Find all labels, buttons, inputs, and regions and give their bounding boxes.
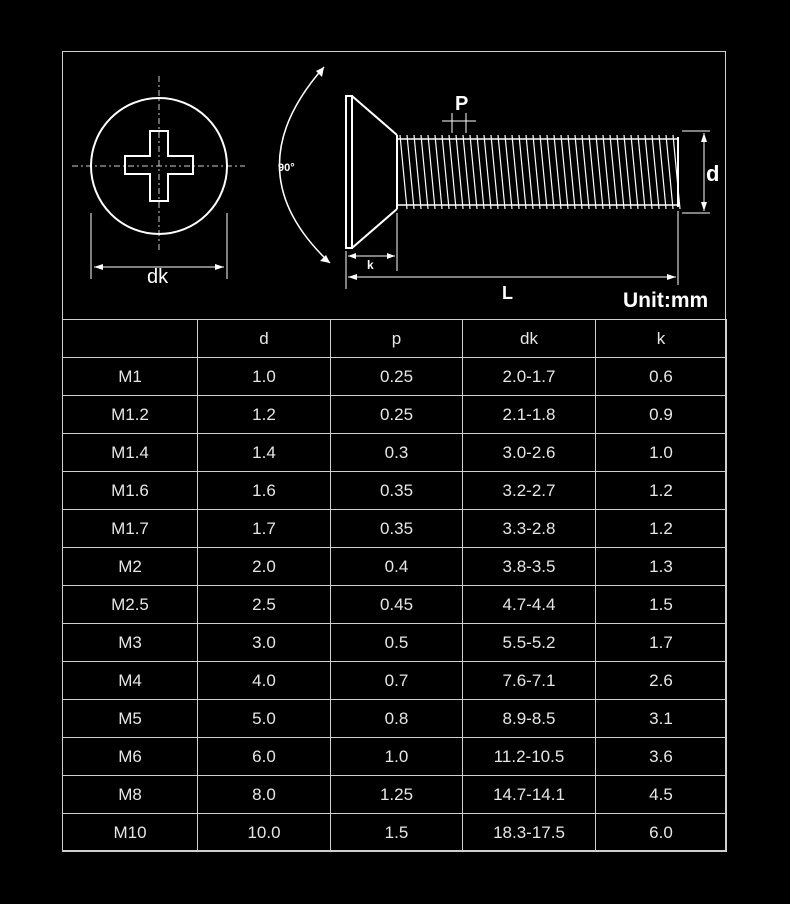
size-cell: M1 bbox=[63, 358, 198, 396]
table-row bbox=[63, 548, 727, 586]
value-cell: 11.2-10.5 bbox=[463, 738, 596, 776]
value-cell: 1.0 bbox=[331, 738, 463, 776]
size-cell: M10 bbox=[63, 814, 198, 852]
value-cell: 3.3-2.8 bbox=[463, 510, 596, 548]
thread-line bbox=[624, 135, 638, 209]
value-cell: 2.6 bbox=[596, 662, 727, 700]
value-cell: 6.0 bbox=[198, 738, 331, 776]
thread-line bbox=[400, 135, 414, 209]
value-cell: 2.1-1.8 bbox=[463, 396, 596, 434]
value-cell: 8.0 bbox=[198, 776, 331, 814]
value-cell: 4.0 bbox=[198, 662, 331, 700]
value-cell: 1.2 bbox=[596, 472, 727, 510]
thread-line bbox=[456, 135, 470, 209]
value-cell: 0.25 bbox=[331, 358, 463, 396]
value-cell: 18.3-17.5 bbox=[463, 814, 596, 852]
value-cell: 0.3 bbox=[331, 434, 463, 472]
value-cell: 4.5 bbox=[596, 776, 727, 814]
value-cell: 0.5 bbox=[331, 624, 463, 662]
size-cell: M1.6 bbox=[63, 472, 198, 510]
table-body bbox=[63, 358, 727, 852]
table-row bbox=[63, 776, 727, 814]
value-cell: 0.35 bbox=[331, 472, 463, 510]
screw-side-view-icon bbox=[279, 67, 710, 289]
pitch-label: P bbox=[455, 93, 469, 115]
column-header: k bbox=[596, 320, 727, 358]
value-cell: 4.7-4.4 bbox=[463, 586, 596, 624]
thread-line bbox=[596, 135, 610, 209]
thread-line bbox=[484, 135, 498, 209]
value-cell: 0.25 bbox=[331, 396, 463, 434]
table-row bbox=[63, 434, 727, 472]
value-cell: 1.2 bbox=[596, 510, 727, 548]
value-cell: 1.7 bbox=[198, 510, 331, 548]
value-cell: 0.6 bbox=[596, 358, 727, 396]
value-cell: 1.3 bbox=[596, 548, 727, 586]
table-row bbox=[63, 358, 727, 396]
thread-line bbox=[554, 135, 568, 209]
screw-diagram bbox=[62, 51, 726, 319]
value-cell: 0.45 bbox=[331, 586, 463, 624]
value-cell: 14.7-14.1 bbox=[463, 776, 596, 814]
value-cell: 2.5 bbox=[198, 586, 331, 624]
value-cell: 7.6-7.1 bbox=[463, 662, 596, 700]
value-cell: 0.4 bbox=[331, 548, 463, 586]
value-cell: 3.0-2.6 bbox=[463, 434, 596, 472]
value-cell: 0.7 bbox=[331, 662, 463, 700]
table-row bbox=[63, 396, 727, 434]
table-row bbox=[63, 700, 727, 738]
size-cell: M6 bbox=[63, 738, 198, 776]
value-cell: 3.6 bbox=[596, 738, 727, 776]
value-cell: 8.9-8.5 bbox=[463, 700, 596, 738]
value-cell: 1.5 bbox=[596, 586, 727, 624]
column-header: d bbox=[198, 320, 331, 358]
length-label: L bbox=[502, 283, 513, 303]
value-cell: 1.5 bbox=[331, 814, 463, 852]
diameter-label: d bbox=[706, 161, 720, 186]
value-cell: 10.0 bbox=[198, 814, 331, 852]
value-cell: 1.0 bbox=[198, 358, 331, 396]
table-row bbox=[63, 814, 727, 852]
table-row bbox=[63, 510, 727, 548]
value-cell: 2.0 bbox=[198, 548, 331, 586]
unit-label: Unit:mm bbox=[623, 289, 709, 312]
table-header-row bbox=[63, 320, 727, 358]
thread-line bbox=[652, 135, 666, 209]
thread-line bbox=[610, 135, 624, 209]
table-row bbox=[63, 624, 727, 662]
thread-line bbox=[470, 135, 484, 209]
size-cell: M3 bbox=[63, 624, 198, 662]
value-cell: 0.9 bbox=[596, 396, 727, 434]
size-cell: M1.2 bbox=[63, 396, 198, 434]
screw-head-top-view-icon bbox=[72, 76, 245, 279]
value-cell: 3.2-2.7 bbox=[463, 472, 596, 510]
value-cell: 1.6 bbox=[198, 472, 331, 510]
thread-line bbox=[442, 135, 456, 209]
value-cell: 5.5-5.2 bbox=[463, 624, 596, 662]
thread-line bbox=[512, 135, 526, 209]
dk-label: dk bbox=[147, 266, 169, 288]
spec-table bbox=[62, 319, 727, 852]
column-header: p bbox=[331, 320, 463, 358]
size-cell: M1.4 bbox=[63, 434, 198, 472]
thread-line bbox=[568, 135, 582, 209]
column-header bbox=[63, 320, 198, 358]
value-cell: 6.0 bbox=[596, 814, 727, 852]
thread-line bbox=[526, 135, 540, 209]
value-cell: 1.25 bbox=[331, 776, 463, 814]
value-cell: 0.35 bbox=[331, 510, 463, 548]
head-height-label: k bbox=[367, 258, 374, 272]
value-cell: 5.0 bbox=[198, 700, 331, 738]
value-cell: 3.1 bbox=[596, 700, 727, 738]
thread-line bbox=[428, 135, 442, 209]
thread-line bbox=[498, 135, 512, 209]
value-cell: 0.8 bbox=[331, 700, 463, 738]
size-cell: M2 bbox=[63, 548, 198, 586]
value-cell: 1.7 bbox=[596, 624, 727, 662]
size-cell: M1.7 bbox=[63, 510, 198, 548]
size-cell: M5 bbox=[63, 700, 198, 738]
thread-line bbox=[540, 135, 554, 209]
size-cell: M4 bbox=[63, 662, 198, 700]
value-cell: 1.4 bbox=[198, 434, 331, 472]
value-cell: 3.0 bbox=[198, 624, 331, 662]
value-cell: 2.0-1.7 bbox=[463, 358, 596, 396]
thread-line bbox=[638, 135, 652, 209]
table-row bbox=[63, 738, 727, 776]
size-cell: M2.5 bbox=[63, 586, 198, 624]
value-cell: 1.0 bbox=[596, 434, 727, 472]
table-row bbox=[63, 586, 727, 624]
table-row bbox=[63, 472, 727, 510]
size-cell: M8 bbox=[63, 776, 198, 814]
column-header: dk bbox=[463, 320, 596, 358]
angle-label: 90° bbox=[278, 162, 295, 174]
thread-line bbox=[414, 135, 428, 209]
table-row bbox=[63, 662, 727, 700]
thread-line bbox=[582, 135, 596, 209]
value-cell: 1.2 bbox=[198, 396, 331, 434]
value-cell: 3.8-3.5 bbox=[463, 548, 596, 586]
